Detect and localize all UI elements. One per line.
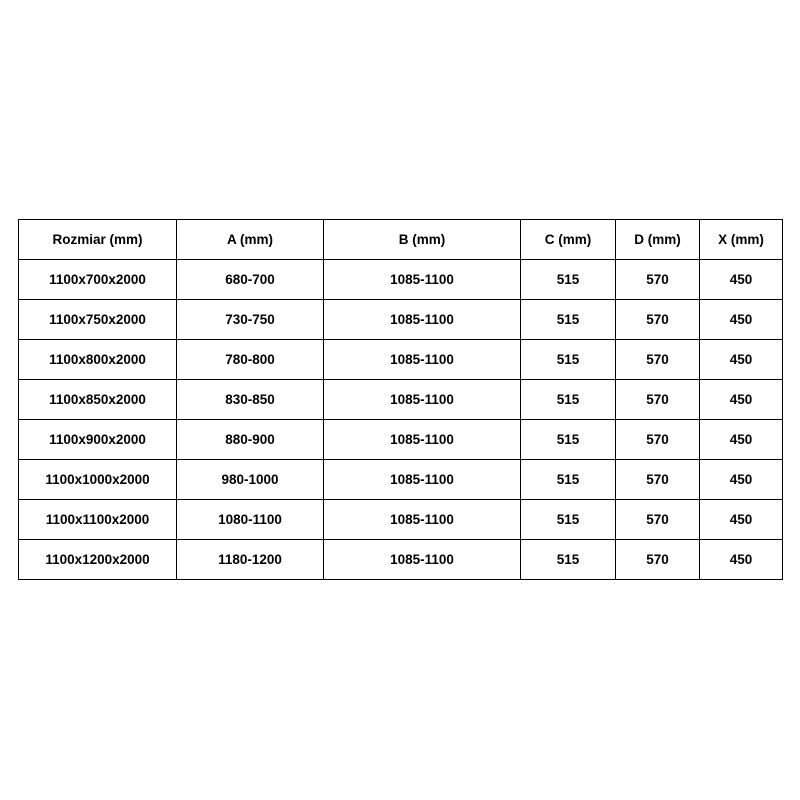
column-header-b: B (mm) bbox=[324, 220, 521, 260]
cell-rozmiar: 1100x1200x2000 bbox=[19, 540, 177, 580]
cell-d: 570 bbox=[616, 460, 700, 500]
cell-c: 515 bbox=[521, 260, 616, 300]
cell-x: 450 bbox=[700, 340, 783, 380]
cell-c: 515 bbox=[521, 300, 616, 340]
cell-rozmiar: 1100x800x2000 bbox=[19, 340, 177, 380]
cell-c: 515 bbox=[521, 500, 616, 540]
table-row bbox=[19, 260, 783, 300]
cell-a: 680-700 bbox=[177, 260, 324, 300]
cell-c: 515 bbox=[521, 460, 616, 500]
column-header-c: C (mm) bbox=[521, 220, 616, 260]
cell-x: 450 bbox=[700, 500, 783, 540]
cell-d: 570 bbox=[616, 540, 700, 580]
cell-b: 1085-1100 bbox=[324, 500, 521, 540]
cell-x: 450 bbox=[700, 260, 783, 300]
table-row bbox=[19, 500, 783, 540]
cell-x: 450 bbox=[700, 540, 783, 580]
table-row bbox=[19, 380, 783, 420]
cell-a: 980-1000 bbox=[177, 460, 324, 500]
column-header-x: X (mm) bbox=[700, 220, 783, 260]
cell-c: 515 bbox=[521, 380, 616, 420]
cell-rozmiar: 1100x900x2000 bbox=[19, 420, 177, 460]
cell-d: 570 bbox=[616, 500, 700, 540]
cell-c: 515 bbox=[521, 340, 616, 380]
cell-c: 515 bbox=[521, 420, 616, 460]
cell-a: 730-750 bbox=[177, 300, 324, 340]
cell-x: 450 bbox=[700, 420, 783, 460]
cell-rozmiar: 1100x1000x2000 bbox=[19, 460, 177, 500]
cell-b: 1085-1100 bbox=[324, 260, 521, 300]
cell-x: 450 bbox=[700, 380, 783, 420]
specification-table-container bbox=[18, 219, 782, 580]
cell-b: 1085-1100 bbox=[324, 460, 521, 500]
cell-rozmiar: 1100x1100x2000 bbox=[19, 500, 177, 540]
cell-b: 1085-1100 bbox=[324, 420, 521, 460]
cell-b: 1085-1100 bbox=[324, 300, 521, 340]
cell-rozmiar: 1100x700x2000 bbox=[19, 260, 177, 300]
column-header-d: D (mm) bbox=[616, 220, 700, 260]
cell-d: 570 bbox=[616, 420, 700, 460]
cell-d: 570 bbox=[616, 380, 700, 420]
cell-a: 1080-1100 bbox=[177, 500, 324, 540]
cell-d: 570 bbox=[616, 340, 700, 380]
table-row bbox=[19, 540, 783, 580]
cell-x: 450 bbox=[700, 300, 783, 340]
cell-a: 780-800 bbox=[177, 340, 324, 380]
cell-rozmiar: 1100x850x2000 bbox=[19, 380, 177, 420]
cell-a: 1180-1200 bbox=[177, 540, 324, 580]
column-header-a: A (mm) bbox=[177, 220, 324, 260]
table-row bbox=[19, 460, 783, 500]
specification-table bbox=[18, 219, 783, 580]
cell-b: 1085-1100 bbox=[324, 340, 521, 380]
cell-rozmiar: 1100x750x2000 bbox=[19, 300, 177, 340]
cell-a: 830-850 bbox=[177, 380, 324, 420]
column-header-rozmiar: Rozmiar (mm) bbox=[19, 220, 177, 260]
cell-c: 515 bbox=[521, 540, 616, 580]
table-row bbox=[19, 420, 783, 460]
cell-a: 880-900 bbox=[177, 420, 324, 460]
table-header bbox=[19, 220, 783, 260]
table-row bbox=[19, 300, 783, 340]
cell-b: 1085-1100 bbox=[324, 540, 521, 580]
cell-x: 450 bbox=[700, 460, 783, 500]
cell-d: 570 bbox=[616, 300, 700, 340]
table-row bbox=[19, 340, 783, 380]
cell-b: 1085-1100 bbox=[324, 380, 521, 420]
table-body bbox=[19, 260, 783, 580]
table-header-row bbox=[19, 220, 783, 260]
cell-d: 570 bbox=[616, 260, 700, 300]
